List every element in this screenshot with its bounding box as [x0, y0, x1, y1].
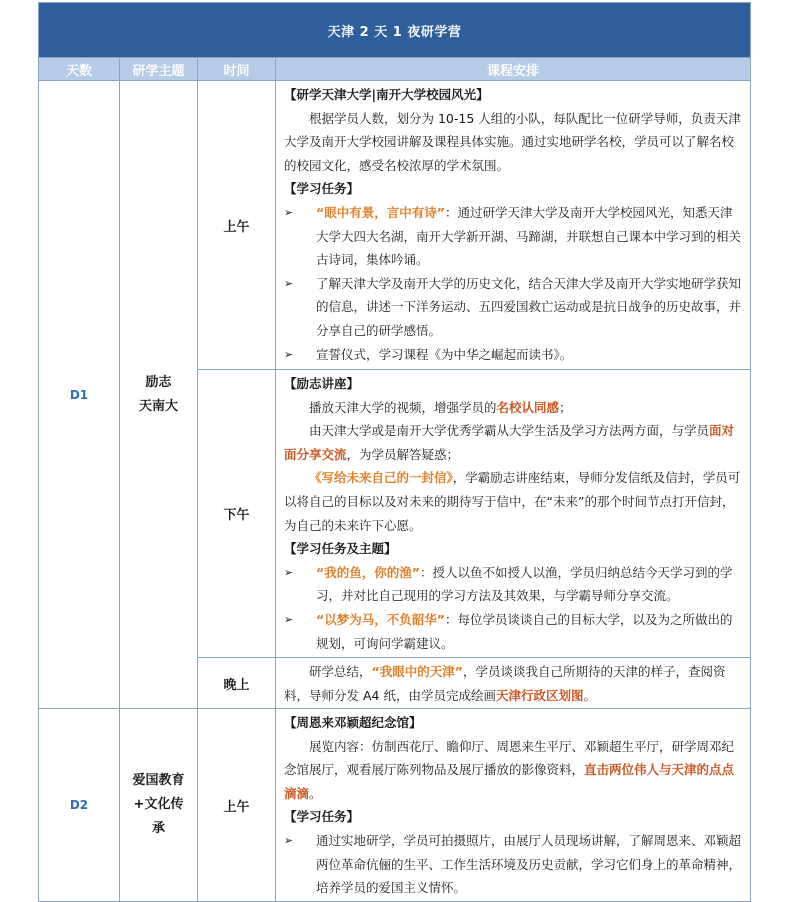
- bullet-arrow-icon: ➢: [284, 276, 294, 290]
- section-title: 【学习任务】: [284, 181, 360, 197]
- paragraph: 研学总结，“我眼中的天津”，学员谈谈我自己所期待的天津的样子，查阅资料，导师分发 A4 纸，由学员完成绘画天津行政区划图。: [284, 664, 726, 703]
- content-d1-eve: [276, 658, 751, 709]
- bullet-text: 通过实地研学，学员可拍摄照片，由展厅人员现场讲解，了解周恩来、邓颖超两位革命伉俪的生平、工作生活环境及历史贡献，学习它们身上的革命精神，培养学员的爱国主义情怀。: [316, 832, 742, 896]
- header-theme: 研学主题: [120, 58, 198, 81]
- day-d2: D2: [39, 709, 120, 902]
- theme-d2: [120, 709, 198, 902]
- paragraph: 展览内容：仿制西花厅、瞻仰厅、周恩来生平厅、邓颖超生平厅，研学周邓纪念馆展厅，观看展厅陈列物品及展厅播放的影像资料，直击两位伟人与天津的点点滴滴。: [284, 738, 735, 801]
- bullet-arrow-icon: ➢: [284, 833, 294, 847]
- section-title: 【学习任务及主题】: [284, 541, 397, 557]
- paragraph: 播放天津大学的视频，增强学员的名校认同感；: [309, 399, 572, 415]
- bullet-item: [284, 608, 744, 655]
- section-title: 【励志讲座】: [284, 376, 360, 391]
- highlight-text: 天津行政区划图: [495, 687, 584, 703]
- bullet-item: [284, 201, 744, 272]
- bullet-text: ：通过研学天津大学及南开大学校园风光，知悉天津大学大四大名湖，南开大学新开湖、马蹄湖，并联想自己课本中学习到的相关古诗词，集体吟诵。: [316, 204, 742, 268]
- header-course: 课程安排: [276, 58, 751, 81]
- bullet-arrow-icon: ➢: [284, 565, 294, 579]
- paragraph: 根据学员人数，划分为 10-15 人组的小队，每队配比一位研学导师，负责天津大学及南开大学校园讲解及课程具体实施。通过实地研学名校，学员可以了解名校的校园文化，感受名校浓厚的学术氛围。: [284, 110, 741, 173]
- header-row: [39, 58, 751, 81]
- bullet-text: ：每位学员谈谈自己的目标大学，以及为之所做出的规划，可询问学霸建议。: [316, 611, 733, 651]
- theme-line: 天南大: [138, 398, 178, 414]
- theme-line: 爱国教育: [132, 773, 185, 788]
- section-title: 【学习任务】: [284, 809, 360, 825]
- bullet-item: [284, 561, 744, 608]
- bullet-text: 了解天津大学及南开大学的历史文化，结合天津大学及南开大学实地研学获知的信息，讲述一下洋务运动、五四爱国救亡运动或是抗日战争的历史故事，并分享自己的研学感悟。: [316, 275, 742, 338]
- itinerary-table: [38, 2, 751, 902]
- content-d2-am: [276, 709, 751, 902]
- bullet-arrow-icon: ➢: [284, 205, 294, 219]
- highlight-text: 名校认同感: [496, 399, 560, 415]
- highlight-text: 面对面分享交流: [284, 423, 735, 462]
- bullet-arrow-icon: ➢: [284, 612, 294, 626]
- table-title: 天津 2 天 1 夜研学营: [39, 3, 751, 58]
- bullet-item: [284, 829, 744, 900]
- paragraph: 由天津大学或是南开大学优秀学霸从大学生活及学习方法两方面，与学员面对面分享交流，为学员解答疑惑；: [284, 423, 735, 462]
- emphasis-text: “我眼中的天津”: [371, 664, 463, 679]
- emphasis-text: 《写给未来自己的一封信》: [309, 470, 453, 486]
- theme-d1: [120, 81, 198, 709]
- theme-line: 励志: [145, 374, 172, 390]
- time-d2-am: 上午: [198, 709, 276, 902]
- content-d1-pm: [276, 370, 751, 658]
- header-day: 天数: [39, 58, 120, 81]
- emphasis-text: “我的鱼，你的渔”: [316, 564, 420, 580]
- theme-line: +文化传: [133, 797, 184, 812]
- time-d1-am: 上午: [198, 81, 276, 370]
- bullet-text: ：授人以鱼不如授人以渔，学员归纳总结今天学习到的学习，并对比自己现用的学习方法及其效果，与学霸导师分享交流。: [316, 564, 733, 604]
- title-row: [39, 3, 751, 58]
- day-d1: D1: [39, 81, 120, 709]
- bullet-item: [284, 343, 744, 367]
- bullet-item: [284, 272, 744, 343]
- bullet-text: 宣誓仪式，学习课程《为中华之崛起而读书》。: [316, 346, 573, 362]
- section-title: 【研学天津大学|南开大学校园风光】: [284, 87, 489, 102]
- header-time: 时间: [198, 58, 276, 81]
- table-row: [39, 81, 751, 370]
- time-d1-pm: 下午: [198, 370, 276, 658]
- highlight-text: 直击两位伟人与天津的点点滴滴: [284, 762, 735, 801]
- theme-line: 承: [151, 821, 165, 836]
- content-d1-am: [276, 81, 751, 370]
- emphasis-text: “眼中有景，言中有诗”: [316, 204, 445, 220]
- emphasis-text: “以梦为马，不负韶华”: [316, 611, 445, 627]
- bullet-arrow-icon: ➢: [284, 347, 294, 361]
- time-d1-eve: 晚上: [198, 658, 276, 709]
- section-title: 【周恩来邓颖超纪念馆】: [284, 715, 422, 730]
- paragraph: 《写给未来自己的一封信》，学霸励志讲座结束，导师分发信纸及信封，学员可以将自己的目标以及对未来的期待写于信中，在“未来”的那个时间节点打开信封，为自己的未来许下心愿。: [284, 470, 741, 533]
- table-row: [39, 709, 751, 902]
